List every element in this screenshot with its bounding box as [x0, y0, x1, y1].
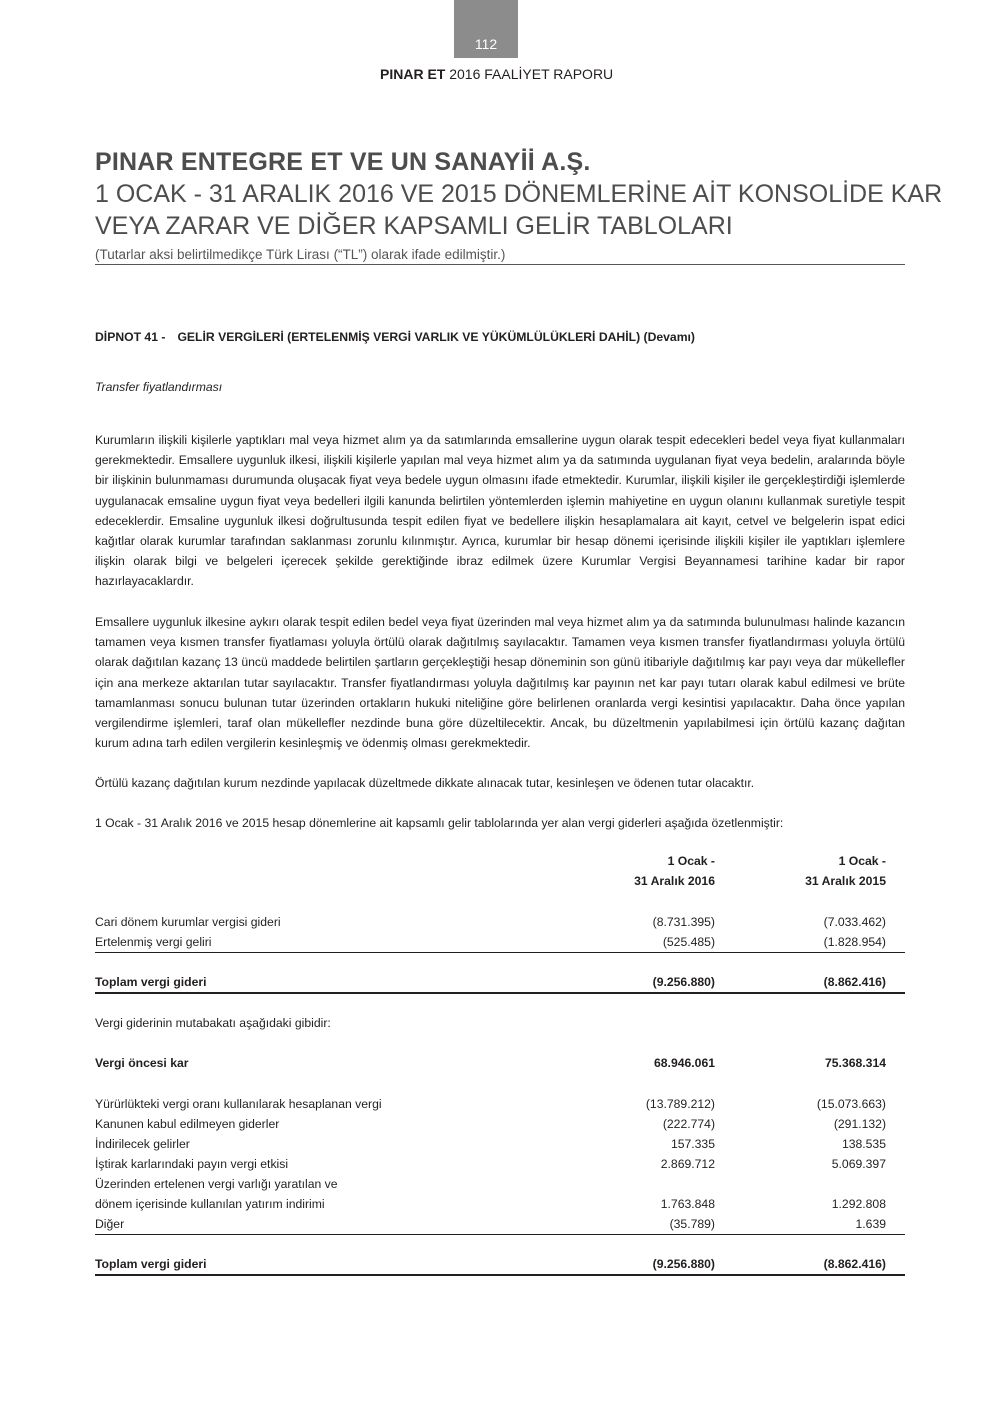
- company-name: PINAR ENTEGRE ET VE UN SANAYİİ A.Ş.: [95, 148, 591, 176]
- reconciliation-intro: Vergi giderinin mutabakatı aşağıdaki gibidir:: [95, 1016, 331, 1030]
- tax-expense-rows: [95, 912, 905, 952]
- table-row: [95, 1174, 905, 1194]
- running-header-brand: PINAR ET: [380, 66, 446, 82]
- table-row: [95, 912, 905, 932]
- row-label: Yürürlükteki vergi oranı kullanılarak hesaplanan vergi: [95, 1097, 382, 1111]
- table-row: [95, 1254, 905, 1274]
- row-label: Diğer: [95, 1217, 125, 1231]
- row-value-2015: (7.033.462): [823, 915, 886, 929]
- table-total-rule: [95, 992, 905, 994]
- row-value-2016: (525.485): [662, 935, 715, 949]
- row-value-2015: (1.828.954): [823, 935, 886, 949]
- row-value-2016: (13.789.212): [645, 1097, 715, 1111]
- total-label: Toplam vergi gideri: [95, 1257, 207, 1271]
- row-value-2016: 157.335: [670, 1137, 715, 1151]
- paragraph-3: Örtülü kazanç dağıtılan kurum nezdinde yapılacak düzeltmede dikkate alınacak tutar, kesinleşen ve ödenen tutar olacaktır.: [95, 776, 755, 790]
- pretax-label: Vergi öncesi kar: [95, 1056, 189, 1070]
- pretax-value-2015: 75.368.314: [825, 1056, 886, 1070]
- total-value-2016: (9.256.880): [652, 1257, 715, 1271]
- table-row: [95, 932, 905, 952]
- row-value-2016: (35.789): [669, 1217, 715, 1231]
- paragraph-1: Kurumların ilişkili kişilerle yaptıkları mal veya hizmet alım ya da satımlarında emsallerine uygun olarak tespit edecekleri bedel veya fiyat kullanmaları gerekmektedir. Emsallere uygunluk ilkesi, ilişkili kişilerle yapılan mal veya hizmet alım ya da satımında uygulanan fiyat veya bedelin, aralarında böyle bir ilişkinin bulunmaması durumunda oluşacak fiyat veya bedele uygun olmasını ifade etmektedir. Kurumlar, ilişkili kişiler ile gerçekleştirdiği işlemlerde uygulanacak emsaline uygun fiyat veya bedelleri ilgili kanunda belirtilen yöntemlerden işlemin mahiyetine en uygun olanını kullanmak suretiyle tespit edeceklerdir. Emsaline uygunluk ilkesi doğrultusunda tespit edilen fiyat ve bedellere ilişkin hesaplamalara ait kayıt, cetvel ve belgelerin ispat edici kağıtlar olarak kurumlar tarafından saklanması zorunlu kılınmıştır. Ayrıca, kurumlar bir hesap dönemi içerisinde ilişkili kişiler ile yaptıkları işlemlere ilişkin olarak bilgi ve belgeleri içerecek şekilde gerektiğinde ibraz edilmek üzere Kurumlar Vergisi Beyannamesi tarihine kadar bir rapor hazırlayacaklardır.: [95, 433, 905, 589]
- row-label: Cari dönem kurumlar vergisi gideri: [95, 915, 281, 929]
- total-value-2015: (8.862.416): [823, 1257, 886, 1271]
- row-value-2015: (15.073.663): [816, 1097, 886, 1111]
- running-header: [380, 66, 614, 82]
- table-total-rule: [95, 1274, 905, 1276]
- table-row: [95, 1214, 905, 1234]
- row-label: Üzerinden ertelenen vergi varlığı yaratılan ve: [95, 1177, 338, 1191]
- currency-note: (Tutarlar aksi belirtilmedikçe Türk Lirası (“TL”) olarak ifade edilmiştir.): [95, 247, 905, 265]
- row-value-2016: (222.774): [662, 1117, 715, 1131]
- row-label: dönem içerisinde kullanılan yatırım indirimi: [95, 1197, 325, 1211]
- section-heading: [95, 330, 695, 344]
- running-header-title: 2016 FAALİYET RAPORU: [449, 66, 614, 82]
- row-label: İştirak karlarındaki payın vergi etkisi: [95, 1157, 289, 1171]
- row-label: Ertelenmiş vergi geliri: [95, 935, 212, 949]
- row-value-2015: 138.535: [841, 1137, 886, 1151]
- row-value-2015: (291.132): [833, 1117, 886, 1131]
- reconciliation-intro-block: [95, 1013, 905, 1033]
- statement-title-line-2: VEYA ZARAR VE DİĞER KAPSAMLI GELİR TABLOLARI: [95, 212, 733, 240]
- statement-title-line-1: 1 OCAK - 31 ARALIK 2016 VE 2015 DÖNEMLERİNE AİT KONSOLİDE KAR: [95, 180, 943, 208]
- row-label: İndirilecek gelirler: [95, 1137, 190, 1151]
- row-label: Kanunen kabul edilmeyen giderler: [95, 1117, 280, 1131]
- paragraph-4: 1 Ocak - 31 Aralık 2016 ve 2015 hesap dönemlerine ait kapsamlı gelir tablolarında yer alan vergi giderleri aşağıda özetlenmiştir:: [95, 816, 784, 830]
- subheading-transfer-pricing: Transfer fiyatlandırması: [95, 380, 223, 394]
- col-2015-header-line-1: 1 Ocak -: [838, 854, 886, 868]
- row-value-2015: 5.069.397: [831, 1157, 886, 1171]
- total-label: Toplam vergi gideri: [95, 975, 207, 989]
- total-row-2: [95, 1254, 905, 1274]
- pretax-row: [95, 1053, 905, 1073]
- table-divider: [95, 952, 905, 953]
- section-title: GELİR VERGİLERİ (ERTELENMİŞ VERGİ VARLIK VE YÜKÜMLÜLÜKLERİ DAHİL) (Devamı): [177, 330, 695, 344]
- page-number: 112: [474, 36, 498, 52]
- col-2016-header-line-2: 31 Aralık 2016: [634, 874, 715, 888]
- table-divider: [95, 1234, 905, 1235]
- tax-table-header: [95, 851, 905, 891]
- document-title-block: [95, 148, 943, 265]
- pretax-value-2016: 68.946.061: [654, 1056, 715, 1070]
- row-value-2016: 1.763.848: [660, 1197, 715, 1211]
- row-value-2015: 1.292.808: [831, 1197, 886, 1211]
- table-row: [95, 1114, 905, 1134]
- table-row: [95, 1094, 905, 1114]
- table-row: [95, 1194, 905, 1214]
- row-value-2015: 1.639: [855, 1217, 886, 1231]
- table-row: [95, 1154, 905, 1174]
- row-value-2016: 2.869.712: [660, 1157, 715, 1171]
- col-2016-header-line-1: 1 Ocak -: [667, 854, 715, 868]
- total-value-2016: (9.256.880): [652, 975, 715, 989]
- table-row: [95, 1134, 905, 1154]
- total-row-1: [95, 972, 905, 992]
- table-row: [95, 972, 905, 992]
- page-number-tab: [454, 0, 518, 58]
- total-value-2015: (8.862.416): [823, 975, 886, 989]
- paragraph-2: Emsallere uygunluk ilkesine aykırı olarak tespit edilen bedel veya fiyat üzerinden mal veya hizmet alım ya da satımında bulunulması halinde kazancın tamamen veya kısmen transfer fiyatlaması yoluyla örtülü olarak dağıtılmış sayılacaktır. Tamamen veya kısmen transfer fiyatlandırması yoluyla örtülü olarak dağıtılan kazanç 13 üncü maddede belirtilen şartların gerçekleştiği hesap döneminin son günü itibariyle dağıtılmış kar payı veya dar mükellefler için ana merkeze aktarılan tutar sayılacaktır. Transfer fiyatlandırması yoluyla dağıtılmış kar payının net kar payı tutarı olarak kabul edilmesi ve brüte tamamlanması sonucu bulunan tutar üzerinden ortakların hukuki niteliğine göre belirlenen oranlarda vergi kesintisi yapılacaktır. Daha önce yapılan vergilendirme işlemleri, taraf olan mükellefler nezdinde buna göre düzeltilecektir. Ancak, bu düzeltmenin yapılabilmesi için örtülü kazanç dağıtan kurum adına tarh edilen vergilerin kesinleşmiş ve ödenmiş olması gerekmektedir.: [95, 615, 905, 751]
- col-2015-header-line-2: 31 Aralık 2015: [805, 874, 886, 888]
- table-row: [95, 1053, 905, 1073]
- reconciliation-rows: [95, 1094, 905, 1234]
- section-number: DİPNOT 41 -: [95, 330, 166, 344]
- row-value-2016: (8.731.395): [652, 915, 715, 929]
